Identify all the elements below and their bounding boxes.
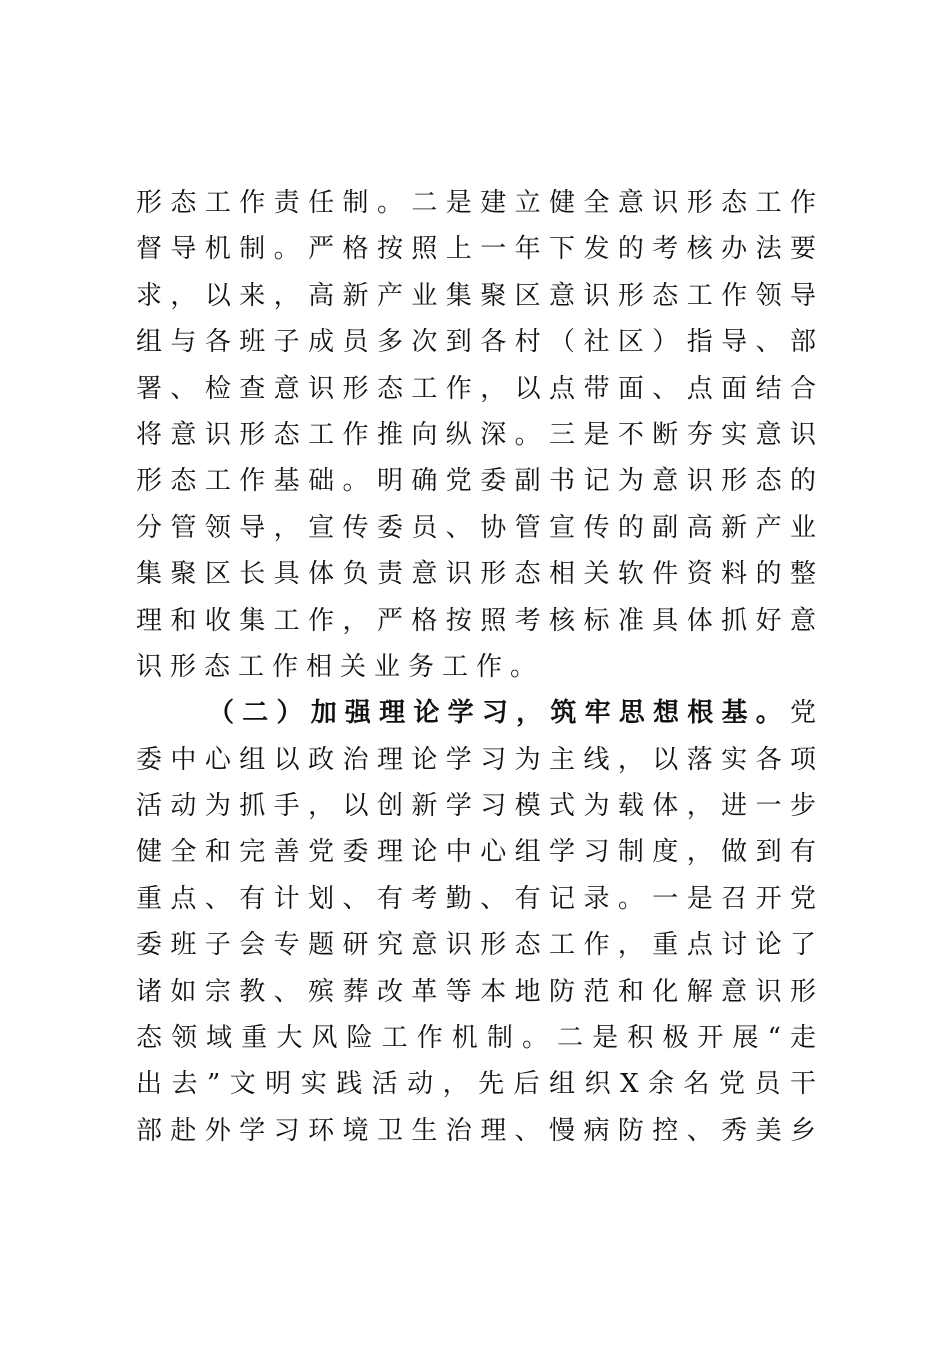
text-line: 委中心组以政治理论学习为主线，以落实各项 [136, 744, 816, 775]
text-line: 健全和完善党委理论中心组学习制度，做到有 [136, 837, 816, 868]
text-line: 识形态工作相关业务工作。 [136, 651, 545, 682]
text-line: 重点、有计划、有考勤、有记录。一是召开党 [136, 883, 816, 914]
text-line: 署、检查意识形态工作，以点带面、点面结合 [136, 373, 816, 404]
text-line: 分管领导，宣传委员、协管宣传的副高新产业 [136, 512, 816, 543]
paragraph-1 [136, 180, 816, 690]
text-line: 委班子会专题研究意识形态工作，重点讨论了 [136, 930, 816, 961]
text-line: 将意识形态工作推向纵深。三是不断夯实意识 [136, 419, 816, 450]
document-body [136, 180, 816, 1154]
text-line-heading [136, 690, 816, 736]
text-line: 求，以来，高新产业集聚区意识形态工作领导 [136, 280, 816, 311]
text-line: 诸如宗教、殡葬改革等本地防范和化解意识形 [136, 976, 816, 1007]
text-line: 督导机制。严格按照上一年下发的考核办法要 [136, 234, 816, 265]
text-line: 态领域重大风险工作机制。二是积极开展“走 [136, 1023, 816, 1054]
text-line: 出去”文明实践活动，先后组织X余名党员干 [136, 1069, 816, 1100]
section-heading: （二）加强理论学习，筑牢思想根基。 [208, 698, 790, 729]
text-line: 组与各班子成员多次到各村（社区）指导、部 [136, 327, 816, 358]
text-line: 形态工作责任制。二是建立健全意识形态工作 [136, 188, 816, 218]
text-line: 形态工作基础。明确党委副书记为意识形态的 [136, 466, 816, 497]
heading-line-rest: 党 [789, 698, 816, 729]
text-line: 理和收集工作，严格按照考核标准具体抓好意 [136, 605, 816, 636]
text-line: 部赴外学习环境卫生治理、慢病防控、秀美乡 [136, 1115, 816, 1146]
text-line: 活动为抓手，以创新学习模式为载体，进一步 [136, 791, 816, 822]
text-line: 集聚区长具体负责意识形态相关软件资料的整 [136, 559, 816, 590]
paragraph-2 [136, 690, 816, 1154]
